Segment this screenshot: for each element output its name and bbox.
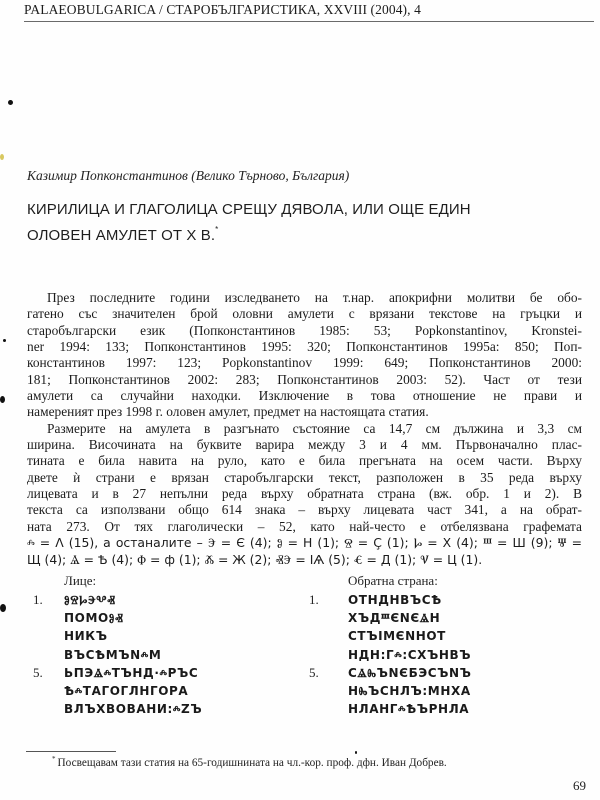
face-line-number-1: 1. <box>33 592 43 607</box>
footnote-marker: * <box>52 755 56 763</box>
inscription-row: ѢⰾТАГОГЛНГОРА <box>64 683 189 698</box>
scan-speck <box>0 396 5 403</box>
face-inscription <box>64 591 202 718</box>
scan-speck <box>8 100 13 105</box>
body-line: тината е била навита на руло, като е била прегъната на осем части. Върху <box>27 453 582 469</box>
inscription-row: ⰑⰔⰘⰅⰂⰟ <box>64 593 116 607</box>
article-body <box>27 290 582 568</box>
body-line: гатено със значителен брой оловни амулети с врязани текстове на гръцки и <box>27 306 582 322</box>
body-line: ната 273. От тях глаголически – 52, като най-често е отбелязвана графемата <box>27 518 582 534</box>
header-rule <box>24 21 594 22</box>
body-line: двете ѝ страни е врязан старобългарски текст, разположен в 35 реда върху <box>27 469 582 485</box>
inscription-row: ХЪДⰞЄNЄⰡН <box>348 611 441 626</box>
running-head: PALAEOBULGARICA / СТАРОБЪЛГАРИСТИКА, XXVIII (2004), 4 <box>24 2 421 17</box>
footnote-text: Посвещавам тази статия на 65-годишнината на чл.-кор. проф. дфн. Иван Добрев. <box>57 757 447 769</box>
scan-speck <box>0 604 6 612</box>
grapheme-list-line: Щ (4); Ⱑ = Ѣ (4); Ⱇ = ф (1); Ⰶ = Ж (2); ⰟⰅ = ІѦ (5); Ⱔ = Д (1); Ⱌ = Ц (1). <box>27 551 483 567</box>
inscription-row: НИКЪ <box>64 629 108 644</box>
body-line: 181; Попконстантинов 2002: 283; Попконстантинов 2003: 52). Част от тези <box>27 371 582 387</box>
body-line: ширина. Височината на буквите варира между 3 и 4 мм. Първоначално плас- <box>27 437 582 453</box>
paragraph-2 <box>27 421 582 568</box>
inscription-row: ЬПЭⰡⰾТЪНД·ⰾРЪС <box>64 665 199 680</box>
body-line: старобългарски език (Попконстантинов 1985: 53; Popkonstantinov, Kronstei- <box>27 322 582 338</box>
grapheme-list-line: ⰾ = Λ (15), а останалите – Ⰵ = Є (4); Ⱁ = Н (1); Ⱄ = Ҫ (1); Ⱈ = Х (4); Ⱎ = Ш (9); Ⱋ = <box>27 535 582 551</box>
inscription-row: СⰡⰈЪNЄБЭСЪNЪ <box>348 665 472 680</box>
face-line-number-5: 5. <box>33 665 43 680</box>
body-line: лицевата и в 27 непълни реда върху обратната страна (вж. обр. 1 и 2). В <box>27 486 582 502</box>
paragraph-1 <box>27 290 582 421</box>
title-line-1: КИРИЛИЦА И ГЛАГОЛИЦА СРЕЩУ ДЯВОЛА, ИЛИ ОЩЕ ЕДИН <box>27 201 471 218</box>
title-line-2-text: ОЛОВЕН АМУЛЕТ ОТ Х В. <box>27 227 216 244</box>
page-number: 69 <box>573 778 586 793</box>
inscription-row: ВЪСѢМЪNⰾМ <box>64 647 162 662</box>
inscription-row: ВЛЪХВОВАНИ:ⰾZЪ <box>64 702 203 717</box>
scan-speck <box>3 339 6 342</box>
reverse-inscription <box>348 591 472 718</box>
body-line: константинов 1997: 123; Popkonstantinov 1999: 649; Попконстантинов 2000: <box>27 355 582 371</box>
author-line: Казимир Попконстантинов (Велико Търново, България) <box>27 168 350 183</box>
face-side-heading: Лице: <box>64 573 97 588</box>
inscription-row: СТЪІМЄNНОТ <box>348 629 446 644</box>
inscription-row: НЛАНГⰾѢЪРНЛА <box>348 702 470 717</box>
body-line: текста са използвани общо 614 знака – върху лицевата част 341, а на обрат- <box>27 502 582 518</box>
inscription-row: НДН:Гⰾ:СХЪНВЪ <box>348 647 472 662</box>
reverse-line-number-1: 1. <box>309 592 319 607</box>
body-line: Размерите на амулета в разгънато състояние са 14,7 см дължина и 3,3 см <box>47 420 582 436</box>
reverse-line-number-5: 5. <box>309 665 319 680</box>
body-line: През последните години изследването на т.нар. апокрифни молитви бе обо- <box>47 290 582 305</box>
body-line: амулети са случайни находки. Изключение в това отношение не прави и <box>27 388 582 404</box>
body-line: ner 1994: 133; Попконстантинов 1995: 320; Попконстантинов 1995а: 850; Поп- <box>27 339 582 355</box>
inscription-row: НⰈЪСНЛЪ:МНХА <box>348 683 471 698</box>
inscription-row: ОТНДНВЪСѢ <box>348 593 442 607</box>
title-footnote-marker: * <box>215 225 219 234</box>
title-line-2 <box>27 220 587 246</box>
reverse-side-heading: Обратна страна: <box>348 573 438 588</box>
body-line: намереният през 1998 г. оловен амулет, предмет на настоящата статия. <box>27 404 429 420</box>
footnote <box>52 755 447 769</box>
footnote-rule <box>26 751 116 752</box>
article-title <box>27 200 587 246</box>
scan-speck <box>355 751 357 754</box>
inscription-row: ПОМОⰑⰟ <box>64 611 124 626</box>
scan-speck <box>0 154 4 160</box>
